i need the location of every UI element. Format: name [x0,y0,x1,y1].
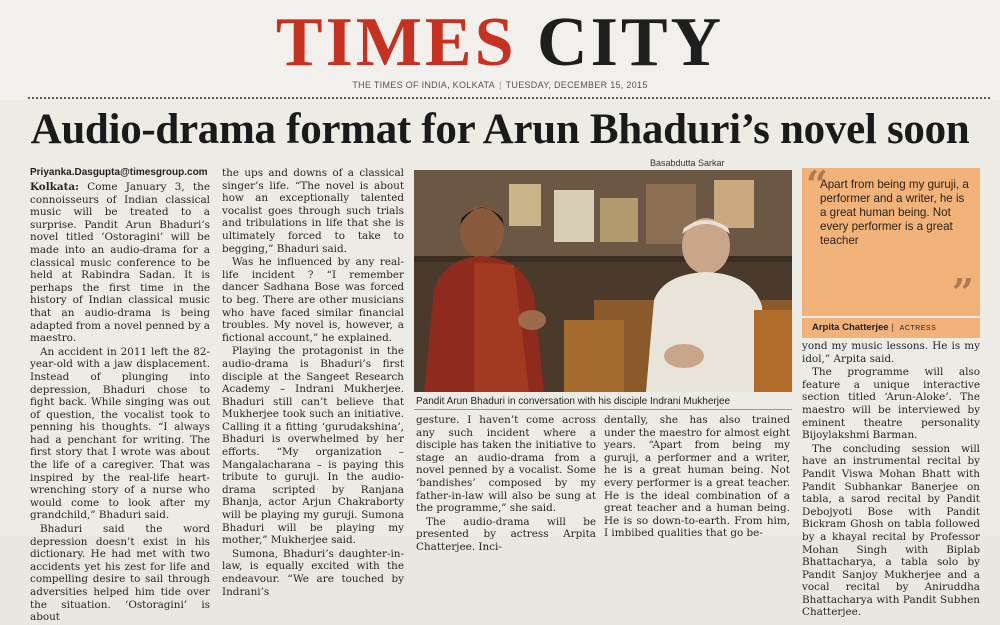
dateline: Kolkata: [30,181,79,193]
photo-caption: Pandit Arun Bhaduri in conversation with his disciple Indrani Mukherjee [416,396,731,407]
section-title [0,6,1000,80]
paragraph: Was he influenced by any real-life incident ? “I remember dancer Sadhana Bose was forced to beg. There are other musicians who have faced similar financial troubles. My novel is, however, a fictional account,” he explained. [222,256,404,344]
article-column-4 [604,414,790,541]
dotted-divider [28,97,990,99]
quote-author-role: ACTRESS [899,325,937,332]
photo-illustration [414,170,792,392]
article-column-3 [416,414,596,555]
publication-date: TUESDAY, DECEMBER 15, 2015 [505,80,648,90]
paragraph: The programme will also feature a unique interactive section titled ‘Arun-Aloke’. The maestro will be interviewed by eminent theatre personality Bijoylakshmi Barman. [802,366,980,442]
paragraph: The concluding session will have an instrumental recital by Pandit Viswa Mohan Bhatt with Pandit Subhankar Banerjee on tabla, a sarod recital by Pandit Debojyoti Bose with Pandit Bickram Ghosh on tabla followed by a khayal recital by Professor Mohan Singh with Biplab Bhattacharya, a tabla solo by Pandit Sanjoy Mukherjee and a vocal recital by Aniruddha Bhattacharya with Pandit Subhen Chatterjee. [802,442,980,619]
pull-quote [802,162,980,316]
masthead [0,0,1000,100]
article-column-1 [30,181,210,625]
paragraph: The audio-drama will be presented by actress Arpita Chatterjee. Inci- [416,515,596,553]
caption-divider [414,409,792,410]
byline-email: Priyanka.Dasgupta@timesgroup.com [30,167,208,178]
paragraph-text: Come January 3, the connoisseurs of Indian classical music will be treated to a surprise. Pandit Arun Bhaduri’s novel titled ‘Ostoragini’ will be made into an audio-drama for a classical music conference to be held at Rabindra Sadan. It is perhaps the first time in the history of Indian classical music that an audio-drama is being adapted from a novel penned by a maestro. [30,181,210,345]
pull-quote-text: Apart from being my guruji, a performer and a writer, he is a great human being. Not every performer is a great teacher [820,178,969,247]
section-title-word1: TIMES [275,4,517,81]
paragraph: Sumona, Bhaduri’s daughter-in-law, is equally excited with the endeavour. “We are touched by Indrani’s [222,547,404,598]
paragraph: yond my music lessons. He is my idol,” Arpita said. [802,340,980,365]
paragraph: Playing the protagonist in the audio-drama is Bhaduri’s first disciple at the Sangeet Research Academy – Indrani Mukherjee. Bhaduri still can’t believe that Mukherjee took such an initiative. Calling it a fitting ‘gurudakshina’, Bhaduri is overwhelmed by her efforts. “My organization – Mangalacharana – is paying this tribute to guruji. In the audio-drama scripted by Ranjana Bhanja, actor Arjun Chakraborty will be playing my guruji. Sumona Bhaduri will be playing my mother,” Mukherjee said. [222,345,404,547]
article-column-5 [802,340,980,620]
publication-line: THE TIMES OF INDIA, KOLKATA | TUESDAY, DECEMBER 15, 2015 [352,80,648,90]
paragraph: dentally, she has also trained under the maestro for almost eight years. “Apart from being my guruji, a performer and a writer, he is a great human being. Not every performer is a great teacher. He is the ideal combination of a great teacher and a human being. He is so down-to-earth. From him, I imbibed qualities that go be- [604,414,790,540]
pull-quote-attribution: Arpita Chatterjee | ACTRESS [802,318,980,338]
publication-name: THE TIMES OF INDIA, KOLKATA [352,80,495,90]
photo-credit: Basabdutta Sarkar [650,158,725,168]
open-quote-icon: “ [806,162,828,207]
paragraph: gesture. I haven’t come across any such incident where a disciple has taken the initiative to stage an audio-drama from a novel penned by a vocalist. Some ‘bandishes’ composed by my father-in-law will also be sung at the programme,” she said. [416,414,596,515]
byline [30,167,208,178]
section-title-word2: CITY [537,4,725,81]
quote-author: Arpita Chatterjee [812,322,889,333]
close-quote-icon: ” [952,270,974,315]
paragraph: the ups and downs of a classical singer’s life. “The novel is about how an exceptionally talented vocalist goes through such trials and tribulations in life that she is ultimately forced to take to begging,” Bhaduri said. [222,167,404,255]
headline: Audio-drama format for Arun Bhaduri’s novel soon [30,106,970,153]
article-column-2 [222,167,404,599]
paragraph [30,181,210,345]
paragraph: An accident in 2011 left the 82-year-old with a jaw displacement. Instead of plunging into depression, Bhaduri chose to fight back. While singing was out of question, the vocalist took to penning his thoughts. “I always had a penchant for writing. The first story that I wrote was about the life of a caregiver. That was inspired by the real-life heart-wrenching story of a nurse who would come to look after my grandchild,” Bhaduri said. [30,345,210,522]
article-photo [414,170,792,392]
paragraph: Bhaduri said the word depression doesn’t exist in his dictionary. He had met with two accidents yet his zest for life and compelling desire to sail through adversities helped him tide over the situation. ‘Ostoragini’ is about [30,523,210,624]
